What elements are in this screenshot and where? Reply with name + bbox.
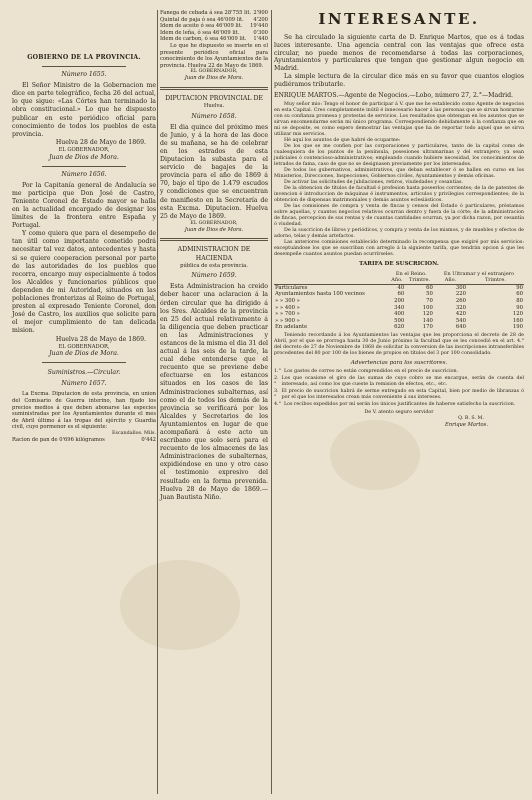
tariff-cell: 50 (426, 291, 433, 298)
tariff-cell: 620 (394, 324, 405, 331)
tariff-row-label: » » 400 » (275, 304, 300, 311)
letter-paragraph: Las anteriores comisiones establecido determinado la recompensa que exigiré por mis servicios: exceptuándose los que se suscriban con arreglo á la siguiente tarifa, que tendrán opcion á que les desempeñe cuantos asuntos puedan ocurrírseles. (274, 240, 524, 258)
letter-header: ENRIQUE MARTOS.—Agente de Negocios.—Lobo, número 27, 2.°—Madrid. (274, 91, 514, 99)
tariff-col-abroad: En Ultramar y el extranjero (443, 270, 515, 277)
tariff-cell: 100 (422, 304, 433, 311)
notice-text: Lo que he dispuesto se inserte en el presente periódico oficial para conocimiento de los Ayuntamientos de la provincia. Huelva 22 de Mayo de 1869. (160, 42, 268, 69)
tariff-row (274, 324, 524, 331)
signature-title: EL GOBERNADOR, (58, 146, 110, 153)
letter-paragraph: De la suscricion de libros y periódicos, y compra y venta de los mismos, y de muebles y efectos de adorno, telas y demás artefactos. (274, 228, 524, 240)
tariff-cell: 90 (516, 284, 523, 291)
tariff-row-label: Ayuntamientos hasta 100 vecinos (275, 291, 365, 298)
tariff-cell: 170 (422, 324, 433, 331)
units-label: Escandallos. Mils. (112, 431, 156, 437)
column-3 (274, 10, 524, 429)
tariff-cell: 300 (455, 284, 466, 291)
intro-text: La simple lectura de la circular dice más en su favor que cuantos elogios pudiéramos tributarle. (274, 72, 524, 88)
tariff-cell: 90 (516, 304, 523, 311)
advisory-item (274, 389, 524, 401)
tariff-subheader (274, 277, 524, 284)
tariff-row-label: » » 700 » (275, 311, 300, 318)
price-row (160, 36, 268, 43)
price-row (12, 437, 156, 444)
divider (42, 166, 126, 167)
advisory-number: 4.° (274, 402, 281, 408)
letter-paragraph: De la obtencion de títulos de facultad ó profesion hasta poseerlos corrientes; de la de patentes de invencion é introduccion de máquinas é instrumentos, artículos y privilegios correspondientes; de la obtencion de dispensas matrimoniales y demás asuntos eclesiásticos. (274, 186, 524, 204)
notice-number: Número 1658. (191, 112, 237, 120)
tariff-row (274, 298, 524, 305)
price-label: Idem de carbon, ó sea 46'009 lit. (160, 36, 247, 43)
tariff-cell: 200 (394, 298, 405, 305)
tariff-cell: 420 (455, 311, 466, 318)
section-subtitle: Huelva. (203, 103, 225, 110)
letter-paragraph: De los que se me confien por las corporaciones y particulares, tanto de la capital como de cualesquiera de los puntos de la península, posesiones ultramarinas y del extranjero; ya sean judiciales ó contencioso-administrativos; empleando cuando hubiere necesidad, los conocimientos de letrados de fama, caso de que no se designasen previamente por los interesados. (274, 144, 524, 168)
notice-text: El Señor Ministro de la Gobernacion me dice en parte telegráfico, fecha 26 del actual, lo que sigue: «Las Córtes han terminado la obra constitucional.» Lo que he dispuesto publicar en este periódico oficial para conocimiento de todos los pueblos de esta provincia. (12, 82, 156, 138)
headline: INTERESANTE. (318, 10, 480, 28)
section-subtitle: pública de esta provincia. (180, 262, 248, 269)
price-label: Racion de pan de 0'696 kilógramos (12, 437, 105, 444)
signature-name: Juan de Dios de Mora. (184, 226, 244, 233)
price-label: Quintal de paja ó sea 46'009 lit. (160, 16, 244, 23)
paper-stain (120, 560, 240, 650)
closing-line: De V. atento seguro servidor (364, 410, 434, 416)
tariff-cell: 140 (422, 317, 433, 324)
tariff-row (274, 291, 524, 298)
tariff-cell: 160 (512, 317, 523, 324)
tariff-row-label: En adelante (275, 324, 308, 331)
notice-text: Esta Administracion ha creido deber hacer una aclaracion á la órden circular que ha dirigido á los Sres. Alcaldes de la provincia en 25 del actual relativamente á la diligencia que deben practicar en las Administraciones y estancos de la misma el dia 31 del actual á las seis de la tarde, la cual debe entenderse que el recuento que se previene debe efectuarse en los estancos situados en los casos de las Administraciones subalternas, así como el de todos los demás de la provincia se verificará por los Alcaldes y Secretarios de los Ayuntamientos en lugar de que acompañará á este acto un escribano que solo será para el recuento de los almacenes de las Administraciones de subalternas, expidiéndose en uno y otro caso el testimonio expresivo del resultado en la forma prevenida. Huelva 28 de Mayo de 1869.—Juan Bautista Niño. (160, 283, 268, 501)
tariff-subheader-cell: Año. (389, 277, 406, 284)
notice-number: Número 1657. (61, 380, 107, 388)
advisory-item (274, 369, 524, 375)
notice-number: Número 1656. (61, 170, 107, 178)
signature-name: Juan de Dios de Mora. (49, 153, 119, 161)
signature-title: EL GOBERNADOR, (190, 220, 238, 226)
price-label: Fanega de cebada á sea 28'755 lit. (160, 10, 252, 16)
tariff-table (274, 271, 524, 331)
tariff-row (274, 305, 524, 312)
tariff-cell: 190 (512, 324, 523, 331)
tariff-row-label: » » 900 » (275, 317, 300, 324)
intro-text: Se ha circulado la siguiente carta de D. Enrique Martos, que es á todas luces interesante. Una agencia central con las ventajas que ofrece esta circular, no puede menos de recomendarse á todas las corporaciones, Ayuntamientos y particulares que tengan que gestionar algun negocio en Madrid. (274, 34, 524, 73)
tariff-cell: 640 (455, 324, 466, 331)
notice-text: Y como quiera que para el desempeño de tan útil como importante cometido podrá necesitar tal vez datos, antecedentes y hasta si se quiere cooperacion personal por parte de las autoridades de los pueblos que recorra, encargo muy especialmente á todos los Alcaldes y funcionarios públicos que dependen de mi Autoridad, situados en las poblaciones fronterizas al Reino de Portugal, presten al expresado Teniente Coronel, don José de Castro, los auxilios que solicite para el mejor cumplimiento de tan delicada mision. (12, 230, 156, 335)
divider (42, 66, 126, 67)
tariff-cell: 60 (397, 291, 405, 298)
advisory-item (274, 376, 524, 388)
price-value: 0'442 (141, 437, 156, 444)
signature-name: Juan de Dios de Mora. (49, 350, 119, 358)
divider (160, 87, 268, 90)
notice-date: Huelva 28 de Mayo de 1869. (55, 335, 146, 343)
advisory-number: 3.° (274, 389, 279, 401)
tariff-cell: 60 (426, 284, 433, 291)
advisory-item (274, 402, 524, 408)
price-list (160, 10, 268, 43)
column-1 (12, 10, 156, 444)
section-title: DIPUTACION PROVINCIAL DE (165, 94, 263, 102)
tariff-cell: 80 (516, 298, 523, 305)
signature-title: EL GOBERNADOR, (58, 343, 110, 350)
tariff-cell: 40 (397, 284, 405, 291)
notice-text: Por la Capitanía general de Andalucía se me participa que Don José de Castro, Teniente Coronel de Estado mayor se halla en la actualidad encargado de designar los límites de la frontera entre España y Portugal. (12, 181, 156, 230)
tariff-cell: 260 (455, 298, 466, 305)
advisory-number: 2.° (274, 376, 279, 388)
closing-initials: Q. B. S. M. (458, 416, 484, 422)
tariff-row (274, 318, 524, 325)
tariff-row (274, 284, 524, 291)
section-title: ADMINISTRACION DE HACIENDA (177, 246, 251, 262)
tariff-subheader-cell: Año. (434, 277, 467, 284)
tariff-row-label: Particulares (275, 284, 308, 291)
price-value: 1'440 (253, 36, 268, 43)
letter-paragraph: De las comisiones de compra y venta de fincas y censos del Estado ó particulares, préstamos sobre aquellas, y cuantos negocios relativos ocurran dentro y fuera de la córte; de la administracion de fincas, percepcion de sus rentas y de cuantas cantidades ocurran, ya por dicha razon, por cesantía ó viudedad. (274, 204, 524, 228)
tariff-cell: 120 (512, 311, 523, 318)
letter-paragraph: De todos los gubernativos, administrativos, que deban establecer ó se hallen en curso en los Ministerios, Direcciones, Inspecciones, Gobiernos civiles, Ayuntamientos y demás oficinas. (274, 168, 524, 180)
letter-paragraph: Hé aquí los asuntos de que habré de ocuparme: (284, 138, 401, 144)
divider (160, 238, 268, 241)
tariff-subheader-cell: Trimtre. (467, 277, 524, 284)
advisory-text: El precio de suscricion habrá de serme entregado en esta Capital, bien por medio de libranzas ó por el que los interesados crean más conveniente á sus intereses. (281, 389, 524, 401)
price-value: 2'900 (253, 10, 268, 16)
advisory-title: Advertencias para los suscritores. (350, 360, 448, 367)
price-value: 4'200 (253, 16, 268, 23)
tariff-title: TARIFA DE SUSCRICION. (359, 261, 439, 268)
signature-name: Juan de Dios de Mora. (184, 75, 244, 82)
tariff-subheader-cell: Trimtre. (405, 277, 434, 284)
tariff-cell: 60 (516, 291, 523, 298)
tariff-cell: 500 (394, 317, 405, 324)
tariff-col-spain: En el Reino. (395, 270, 427, 277)
letter-paragraph: Teniendo recordando á los Ayuntamientos las ventajas que les proporciona el decreto de 28 de Abril, por el que se prorroga hasta 30 de Junio próximo la facultad que se les concedió en el art. 4.° del decreto de 27 de Noviembre de 1868 de solicitar la conversion de las inscripciones intransferibles procedentes del 80 por 100 de los bienes de propios en títulos del 3 por 100 consolidado. (274, 333, 524, 357)
column-2 (160, 10, 268, 502)
advisory-text: Los gastos de correo no están comprendidos en el precio de suscricion. (283, 369, 459, 375)
section-title: Suministros.—Circular. (47, 369, 121, 377)
column-rule (271, 10, 272, 794)
letter-paragraph: Muy señor mio: Tengo el honor de participar á V. que me he establecido como Agente de negocios en esta Capital. Creo completamente inútil é innecesario hacer á las personas que se sirvan honrarme con su confianza promesa y protestas de servicios. Los resultados que obtengan en los asuntos que se sirvan encomendarme serán mi único programa. Correspondiendo debidamente á la confianza que en mí se deposite, es como espero demostrar las ventajas que ha de reportar todo aquel que se sirva utilizar mis servicios. (274, 102, 524, 138)
advisory-number: 1.° (274, 369, 281, 375)
advisory-text: Los que ocasione el giro de las sumas de cuyo cobro se me encargue, serán de cuenta del interesado, así como los que cueste la remision de efectos, etc., etc. (281, 376, 524, 388)
paper-stain (330, 420, 420, 490)
section-title: GOBIERNO DE LA PROVINCIA. (27, 54, 141, 61)
notice-text: La Excma. Diputacion de esta provincia, en union del Comisario de Guerra interino, han fijado los precios medios á que deben abonarse las especies suministradas por los Ayuntamientos durante el mes de Abril último á las tropas del ejército y Guardia civil, cuyo pormenor es el siguiente: (12, 391, 156, 431)
price-row (160, 23, 268, 30)
letter-paragraph: De activar las solicitudes de jubilaciones, retiros, viudedades y cesantías. (284, 180, 463, 186)
signature-title: EL GOBERNADOR, (190, 69, 238, 75)
tariff-cell: 70 (426, 298, 433, 305)
tariff-cell: 340 (394, 304, 405, 311)
tariff-cell: 220 (455, 291, 466, 298)
notice-date: Huelva 28 de Mayo de 1869. (55, 138, 146, 146)
divider (42, 362, 126, 363)
column-rule (157, 10, 158, 794)
price-row (160, 10, 268, 17)
tariff-row (274, 311, 524, 318)
notice-number: Número 1659. (191, 272, 237, 280)
notice-number: Número 1655. (61, 71, 107, 79)
tariff-cell: 540 (455, 317, 466, 324)
notice-text: El dia quince del próximo mes de Junio, y á la hora de las doce de su mañana, se ha de celebrar en los estrados de esta Diputacion la subasta para el servicio de bagajes de la provincia para el año de 1869 á 70, bajo el tipo de 1.479 escudos y condiciones que se encuentran de manifiesto en la Secretaría de esta Excma. Diputacion. Huelva 25 de Mayo de 1869. (160, 123, 268, 220)
tariff-cell: 320 (455, 304, 466, 311)
closing-name: Enrique Martos. (444, 422, 488, 429)
tariff-cell: 120 (422, 311, 433, 318)
tariff-cell: 400 (394, 311, 405, 318)
tariff-row-label: » » 300 » (275, 298, 300, 305)
price-label: Idem de leña, ó sea 46'009 lit. (160, 29, 240, 36)
tariff-body (274, 284, 524, 331)
price-label: Idem de aceite ó sea 46'009 lit. (160, 23, 243, 30)
price-value: 0'300 (253, 29, 268, 36)
advisory-text: Los recibos expedidos por mí serán los únicos justificantes de haberse satisfecho la suscricion. (283, 402, 516, 408)
advisory-list (274, 369, 524, 408)
price-value: 19'440 (250, 23, 268, 30)
